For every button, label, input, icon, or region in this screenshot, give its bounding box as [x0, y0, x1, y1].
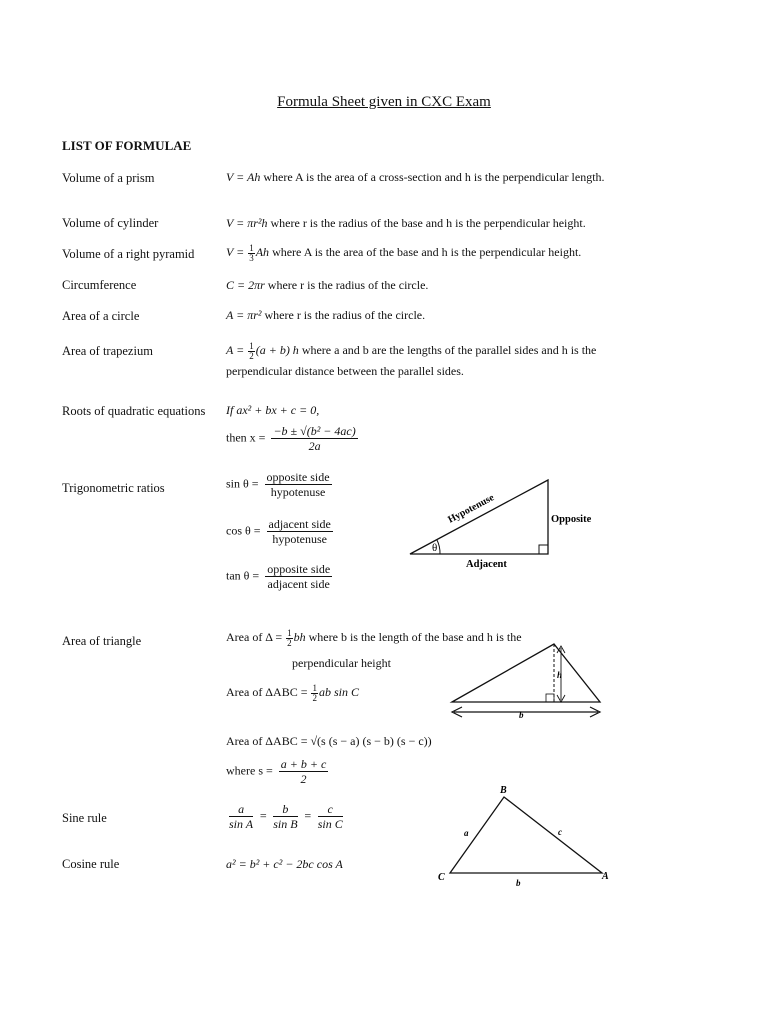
cosine-rule-formula: a² = b² + c² − 2bc cos A [226, 857, 343, 871]
sin-lhs: sin θ = [226, 476, 259, 491]
s-den: 2 [300, 772, 307, 786]
right-angle-marker [539, 545, 548, 554]
theta-label: θ [432, 542, 438, 554]
cos-den: hypotenuse [272, 532, 327, 546]
list-heading: LIST OF FORMULAE [62, 138, 192, 153]
triangle-frac-num: 1 [287, 627, 292, 638]
circle-area-formula [226, 306, 606, 324]
s-num: a + b + c [280, 757, 327, 771]
sine-rule-label: Sine rule [62, 811, 107, 825]
sine-c-den: sin C [317, 817, 343, 831]
trapezium-rhs: (a + b) h [255, 343, 299, 357]
sine-frac-b [273, 802, 297, 831]
trapezium-label: Area of trapezium [62, 344, 153, 358]
abc-frac-den: 2 [312, 692, 317, 703]
sine-b-num: b [273, 802, 297, 817]
vertex-b-label: B [500, 785, 507, 796]
tan-num: opposite side [267, 562, 331, 576]
pyramid-lhs: V = [226, 245, 245, 259]
height-triangle-shape [452, 644, 600, 702]
circumference-label: Circumference [62, 278, 137, 292]
cos-lhs: cos θ = [226, 523, 261, 538]
cos-fraction [267, 517, 333, 546]
height-right-angle [546, 694, 554, 702]
quadratic-fraction [271, 424, 357, 453]
abc-triangle-shape [450, 797, 602, 873]
prism-equation: V = Ah [226, 170, 261, 184]
cos-num: adjacent side [268, 517, 331, 531]
abc-area-fraction [311, 684, 318, 703]
tan-den: adjacent side [267, 577, 330, 591]
side-a-label: a [464, 828, 469, 838]
prism-label: Volume of a prism [62, 171, 155, 185]
pyramid-frac-den: 3 [249, 252, 254, 263]
quadratic-num: −b ± √(b² − 4ac) [273, 424, 356, 438]
sin-num: opposite side [266, 470, 330, 484]
sine-a-den: sin A [229, 817, 254, 831]
sine-rule-formula [226, 802, 426, 831]
pyramid-formula [226, 243, 626, 263]
hypotenuse-label: Hypotenuse [446, 492, 497, 526]
pyramid-text: where A is the area of the base and h is the perpendicular height. [269, 245, 582, 259]
cylinder-equation: V = πr²h [226, 216, 268, 230]
vertex-c-label: C [438, 872, 445, 883]
trapezium-frac-den: 2 [249, 350, 254, 361]
sine-c-num: c [318, 802, 343, 817]
circumference-equation: C = 2πr [226, 278, 265, 292]
trapezium-frac-num: 1 [249, 340, 254, 351]
cos-formula [226, 517, 426, 546]
pyramid-fraction [248, 244, 255, 263]
sine-b-den: sin B [273, 817, 298, 831]
sin-den: hypotenuse [270, 485, 326, 499]
circle-area-equation: A = πr² [226, 308, 262, 322]
triangle-area-lhs: Area of Δ = [226, 630, 283, 644]
right-triangle-shape [410, 480, 548, 554]
side-b-label: b [516, 878, 521, 888]
circle-area-label: Area of a circle [62, 309, 140, 323]
page-title: Formula Sheet given in CXC Exam [277, 94, 491, 110]
quadratic-solution [226, 424, 606, 453]
semiperimeter-formula [226, 757, 426, 786]
cosine-rule-label: Cosine rule [62, 857, 120, 871]
right-triangle-diagram [400, 470, 610, 575]
abc-area-rhs: ab sin C [318, 685, 359, 699]
pyramid-frac-num: 1 [249, 242, 254, 253]
height-h-label: h [557, 670, 563, 680]
prism-formula [226, 168, 606, 186]
pyramid-rhs: Ah [255, 245, 270, 259]
triangle-label: Area of triangle [62, 634, 142, 648]
quadratic-line1 [226, 401, 606, 419]
abc-area-formula [226, 683, 446, 703]
tan-formula [226, 562, 426, 591]
quadratic-then: then x = [226, 430, 266, 445]
sine-a-num: a [229, 802, 253, 817]
cylinder-label: Volume of cylinder [62, 216, 159, 230]
tan-fraction [265, 562, 332, 591]
where-s: where s = [226, 763, 273, 778]
circumference-formula [226, 276, 606, 294]
vertex-a-label: A [602, 871, 609, 882]
sin-formula [226, 470, 426, 499]
s-fraction [279, 757, 329, 786]
trapezium-text: where a and b are the lengths of the parallel sides and h is the perpendicular distance between the parallel sides. [226, 343, 597, 378]
abc-frac-num: 1 [312, 682, 317, 693]
triangle-area-text: where b is the length of the base and h is the [305, 630, 522, 644]
quadratic-den: 2a [308, 439, 321, 453]
circle-area-text: where r is the radius of the circle. [261, 308, 426, 322]
sine-frac-c [318, 802, 343, 831]
abc-triangle-diagram [430, 780, 615, 890]
sine-eq-1: = [259, 808, 268, 823]
cylinder-formula [226, 214, 626, 232]
quadratic-equation: If ax² + bx + c = 0, [226, 403, 320, 417]
heron-formula: Area of ΔABC = √(s (s − a) (s − b) (s − c)) [226, 734, 432, 748]
triangle-height-diagram [446, 640, 608, 725]
triangle-area-text2: perpendicular height [292, 656, 391, 670]
opposite-label: Opposite [551, 514, 592, 525]
triangle-area-rhs: bh [293, 630, 306, 644]
sin-fraction [265, 470, 332, 499]
sine-eq-2: = [303, 808, 312, 823]
theta-arc [437, 540, 440, 554]
trapezium-lhs: A = [226, 343, 245, 357]
tan-lhs: tan θ = [226, 568, 260, 583]
sine-frac-a [229, 802, 253, 831]
circumference-text: where r is the radius of the circle. [264, 278, 429, 292]
trapezium-fraction [248, 342, 255, 361]
trig-label: Trigonometric ratios [62, 481, 165, 495]
triangle-area-fraction [286, 629, 293, 648]
base-b-label: b [519, 710, 524, 720]
side-c-label: c [558, 827, 562, 837]
prism-text: where A is the area of a cross-section and h is the perpendicular length. [260, 170, 605, 184]
trapezium-formula [226, 340, 611, 381]
adjacent-label: Adjacent [466, 559, 507, 570]
pyramid-label: Volume of a right pyramid [62, 247, 195, 261]
abc-area-lhs: Area of ΔABC = [226, 685, 308, 699]
triangle-frac-den: 2 [287, 637, 292, 648]
quadratic-label: Roots of quadratic equations [62, 404, 206, 418]
cylinder-text: where r is the radius of the base and h is the perpendicular height. [267, 216, 586, 230]
